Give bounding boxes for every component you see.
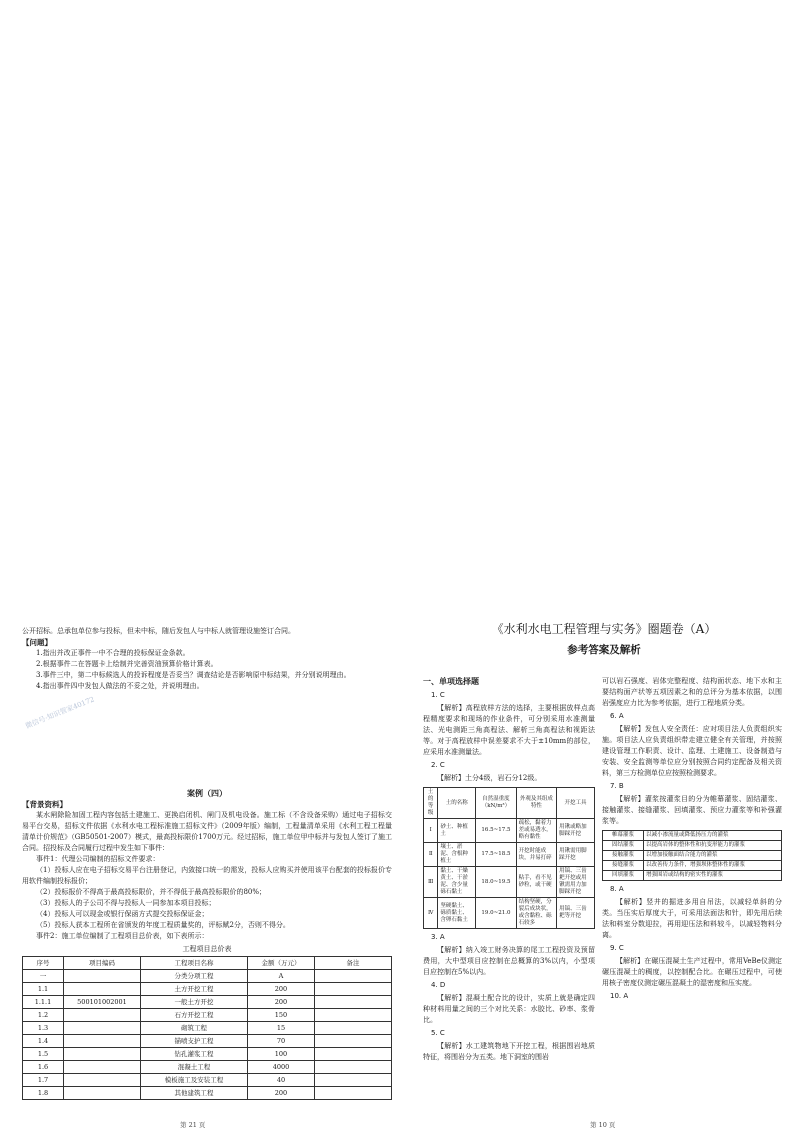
col-header: 土的名称 [438, 788, 476, 819]
table-cell [315, 983, 392, 996]
soil-grade-table [423, 787, 595, 929]
table-cell: 黏土、干燥黄土、干淤泥、含少量砾石黏土 [438, 867, 476, 898]
explanation-2: 【解析】土分4级，岩石分12级。 [437, 774, 542, 782]
table-cell: 砂土、种植土 [438, 819, 476, 843]
table-cell: 150 [248, 1009, 315, 1022]
table-cell [64, 1048, 141, 1061]
table-cell: 1.2 [23, 1009, 64, 1022]
table-cell: Ⅰ [424, 819, 438, 843]
project-price-table [22, 956, 392, 1100]
questions-label: 【问题】 [22, 638, 52, 647]
answer-column-2 [602, 676, 782, 1004]
table-cell: 用锹需用脚踩开挖 [557, 843, 595, 867]
table-cell [64, 1035, 141, 1048]
table-cell: 19.0~21.0 [476, 898, 516, 929]
table-row [23, 1087, 392, 1100]
table-cell: 开挖时能成块，并易打碎 [516, 843, 556, 867]
answer-column-1 [423, 676, 595, 1063]
table-row [23, 983, 392, 996]
table-row [23, 1048, 392, 1061]
table-cell: 1.3 [23, 1022, 64, 1035]
table-cell: 疏松，黏着力差或易透水，略有黏性 [516, 819, 556, 843]
table-cell: 500101002001 [64, 996, 141, 1009]
answer-6: 6. A [610, 712, 624, 720]
doc-title: 《水利水电工程管理与实务》圈题卷（A） [491, 622, 717, 636]
question-1: 1.指出并改正事件一中不合理的投标保证金条款。 [36, 649, 190, 657]
table-cell [315, 1009, 392, 1022]
explanation-5-cont: 可以岩石强度、岩体完整程度、结构面状态、地下水和主要结构面产状等五项因素之和的总评分为基本依据，以围岩强度应力比为参考依据，进行工程地质分类。 [602, 677, 782, 707]
table-cell: 200 [248, 983, 315, 996]
table-cell: 一般土方开挖 [141, 996, 248, 1009]
answer-7: 7. B [610, 782, 624, 790]
col-header: 外观及其组成特性 [516, 788, 556, 819]
table-cell: 40 [248, 1074, 315, 1087]
table-row [23, 1009, 392, 1022]
col-header: 备注 [315, 957, 392, 970]
table-header-row [23, 957, 392, 970]
explanation-6: 【解析】发包人安全责任：应对项目法人负责组织实施。项目法人应负责组织带走建立健全有关管理，并按照建设管理工作职责、设计、监理、土建施工、设备制造与安装、安全监测等单位应分别按照合同约定配备及相关资料，第三方检测单位应按照检测要求。 [602, 725, 782, 777]
table-cell: 1.7 [23, 1074, 64, 1087]
table-cell: 用锹或略加脚踩开挖 [557, 819, 595, 843]
answer-3: 3. A [431, 933, 445, 941]
table-cell: Ⅲ [424, 867, 438, 898]
answer-10: 10. A [610, 992, 629, 1000]
table-cell: 分类分项工程 [141, 970, 248, 983]
table-row [424, 819, 595, 843]
explanation-8: 【解析】竖井的掘进多用自吊法，以减轻单斜的分类。当压实后厚度大于，可采用法面法和针，即先用后续法和料室分数迎拉，再用迎压法和料较斗，以减轻物料分离。 [602, 898, 782, 939]
table-cell [64, 983, 141, 996]
question-4: 4.指出事件四中发包人做法的不妥之处，并说明理由。 [36, 682, 204, 690]
table-row [603, 831, 782, 841]
table-row [23, 1061, 392, 1074]
table-cell: 用镐、三齿耙等开挖 [557, 898, 595, 929]
table-cell: 固结灌浆 [603, 841, 644, 851]
table-cell: 一 [23, 970, 64, 983]
event-1-item-5: （5）投标人获本工程所在省颁发的年度工程质量奖的，评标赋2分，否则不得分。 [36, 921, 290, 929]
table-cell: 帷幕灌浆 [603, 831, 644, 841]
answer-8: 8. A [610, 885, 624, 893]
table-cell: 接触灌浆 [603, 851, 644, 861]
col-header: 序号 [23, 957, 64, 970]
table-caption: 工程项目总价表 [182, 945, 232, 953]
explanation-9: 【解析】在碾压混凝土生产过程中，常用VeBe仪测定碾压混凝土的稠度，以控制配合比。在碾压过程中，可使用核子密度仪测定碾压混凝土的湿密度和压实度。 [602, 957, 782, 987]
table-cell: 土方开挖工程 [141, 983, 248, 996]
table-cell [64, 1022, 141, 1035]
table-row [603, 851, 782, 861]
table-cell: 1.4 [23, 1035, 64, 1048]
col-header: 工程项目名称 [141, 957, 248, 970]
table-cell: 用镐、三齿耙开挖或用锹需用力加脚踩开挖 [557, 867, 595, 898]
explanation-1: 【解析】高程放样方法的选择，主要根据放样点高程精度要求和现场的作业条件，可分别采用水准测量法、光电测距三角高程法、解析三角高程法和视距法等。对于高程放样中误差要求不大于±10mm的部位，应采用水准测量法。 [423, 704, 595, 756]
answer-2: 2. C [431, 761, 445, 769]
col-header: 开挖工具 [557, 788, 595, 819]
table-cell: 1.5 [23, 1048, 64, 1061]
table-cell: 以增加接触面结合能力的灌浆 [644, 851, 782, 861]
table-cell: 1.1 [23, 983, 64, 996]
table-cell: 16.5~17.5 [476, 819, 516, 843]
section-title: 一、单项选择题 [423, 677, 479, 686]
answer-9: 9. C [610, 944, 624, 952]
table-cell [315, 1074, 392, 1087]
table-cell: 粘手，看不见砂粒，或干硬 [516, 867, 556, 898]
explanation-7: 【解析】灌浆按灌浆目的分为帷幕灌浆、固结灌浆、接触灌浆、接缝灌浆、回填灌浆、预应力灌浆等和补强灌浆等。 [602, 795, 782, 825]
table-cell: 以改善传力条件，增强坝体整体性的灌浆 [644, 861, 782, 871]
table-cell: 壤土、淤泥、含根种植土 [438, 843, 476, 867]
table-cell: 1.6 [23, 1061, 64, 1074]
table-cell: 100 [248, 1048, 315, 1061]
background-label: 【背景资料】 [22, 800, 67, 809]
event-1-item-3: （3）投标人的子公司不得与投标人一同参加本项目投标； [36, 899, 216, 907]
watermark: 微信号·知识管家40172 [24, 695, 96, 731]
table-cell: 200 [248, 1087, 315, 1100]
table-cell: 钻孔灌浆工程 [141, 1048, 248, 1061]
table-cell [315, 996, 392, 1009]
table-cell [315, 1061, 392, 1074]
col-header: 项目编码 [64, 957, 141, 970]
table-row [424, 898, 595, 929]
table-cell [64, 1087, 141, 1100]
table-row [603, 861, 782, 871]
table-cell [64, 1061, 141, 1074]
doc-subtitle: 参考答案及解析 [567, 644, 641, 656]
table-row [23, 1022, 392, 1035]
left-page-number: 第 21 页 [180, 1121, 206, 1129]
col-header: 金额（万元） [248, 957, 315, 970]
table-cell: 200 [248, 996, 315, 1009]
table-cell: 以减小渗流量或降低扬压力的灌浆 [644, 831, 782, 841]
table-cell [315, 1048, 392, 1061]
table-header-row [424, 788, 595, 819]
table-cell: 70 [248, 1035, 315, 1048]
table-cell: A [248, 970, 315, 983]
table-cell: 15 [248, 1022, 315, 1035]
table-cell: 其他建筑工程 [141, 1087, 248, 1100]
table-cell: 18.0~19.5 [476, 867, 516, 898]
table-row [603, 841, 782, 851]
table-row [424, 867, 595, 898]
table-cell: 回填灌浆 [603, 871, 644, 881]
answer-1: 1. C [431, 691, 445, 699]
table-row [23, 1035, 392, 1048]
table-cell [64, 1009, 141, 1022]
answer-5: 5. C [431, 1029, 445, 1037]
table-cell: 以提高岩体的整体性和抗变形能力的灌浆 [644, 841, 782, 851]
table-cell [315, 970, 392, 983]
table-cell: 17.5~18.5 [476, 843, 516, 867]
table-row [603, 871, 782, 881]
table-cell [64, 970, 141, 983]
background-para: 某水闸除险加固工程内容包括土建施工、更换启闭机、闸门及机电设备。施工标（不含设备采购）通过电子招标交易平台交易，招标文件依据《水利水电工程标准施工招标文件》（2009年版）编制，工程量清单采用《水利工程工程量清单计价规范》（GB50501-2007）模式，最高投标限价1700万元。经过招标，施工单位甲中标并与发包人签订了施工合同。招投标及合同履行过程中发生如下事件： [22, 811, 392, 852]
table-cell: 砌筑工程 [141, 1022, 248, 1035]
event-1-item-2: （2）投标报价不得高于最高投标限价，并不得低于最高投标限价的80%； [36, 888, 267, 896]
table-cell [64, 1074, 141, 1087]
right-page-number: 第 10 页 [590, 1121, 616, 1129]
table-cell: 混凝土工程 [141, 1061, 248, 1074]
table-row [23, 1074, 392, 1087]
table-cell: 增强围岩或结构的密实性的灌浆 [644, 871, 782, 881]
case-title: 案例（四） [187, 789, 227, 798]
table-cell: Ⅱ [424, 843, 438, 867]
explanation-5: 【解析】水工建筑物地下开挖工程，根据围岩地质特征，将围岩分为五类。地下洞室的围岩 [423, 1042, 595, 1061]
table-cell: Ⅳ [424, 898, 438, 929]
event-1-item-1: （1）投标人应在电子招标交易平台注册登记，内敛接口统一的需发，投标人应购买并使用该平台配套的投标报价专用软件编制投标报价； [22, 866, 392, 885]
left-page [22, 612, 392, 1132]
table-cell: 1.1.1 [23, 996, 64, 1009]
explanation-3: 【解析】纳入竣工财务决算的尾工工程投资及预留费用，大中型项目应控制在总概算的3%以内，小型项目应控制在5%以内。 [423, 946, 595, 976]
table-cell [315, 1087, 392, 1100]
table-cell: 锚喷支护工程 [141, 1035, 248, 1048]
col-header: 自然湿重度（kN/m³） [476, 788, 516, 819]
table-cell: 4000 [248, 1061, 315, 1074]
table-cell: 1.8 [23, 1087, 64, 1100]
table-cell [315, 1022, 392, 1035]
col-header: 土的等级 [424, 788, 438, 819]
answer-4: 4. D [431, 981, 446, 989]
question-2: 2.根据事件二在答题卡上绘制并完善资油预算价格计算表。 [36, 660, 218, 668]
explanation-4: 【解析】混凝土配合比的设计，实质上就是确定四种材料用量之间的三个对比关系：水胶比、砂率、浆骨比。 [423, 994, 595, 1024]
table-cell [315, 1035, 392, 1048]
event-2-title: 事件2：施工单位编制了工程项目总价表，如下表所示： [36, 932, 209, 940]
event-1-title: 事件1：代理公司编制的招标文件要求： [36, 855, 160, 863]
event-1-item-4: （4）投标人可以现金或银行保函方式提交投标保证金； [36, 910, 209, 918]
table-row [23, 970, 392, 983]
question-3: 3.事件三中，第二中标候选人的投诉程度是否妥当？调查结论是否影响原中标结果，并分别说明理由。 [36, 671, 351, 679]
table-row [23, 996, 392, 1009]
table-row [424, 843, 595, 867]
table-cell: 坚硬黏土、砾质黏土、含卵石黏土 [438, 898, 476, 929]
table-cell: 结构坚硬，分裂后成块状，或含黏粒、砾石较多 [516, 898, 556, 929]
table-cell: 石方开挖工程 [141, 1009, 248, 1022]
grouting-table [602, 830, 782, 881]
table-cell: 模板施工及安装工程 [141, 1074, 248, 1087]
table-cell: 接缝灌浆 [603, 861, 644, 871]
intro-line: 公开招标。总承包单位参与投标，但未中标，随后发包人与中标人就管理设施签订合同。 [22, 627, 295, 635]
